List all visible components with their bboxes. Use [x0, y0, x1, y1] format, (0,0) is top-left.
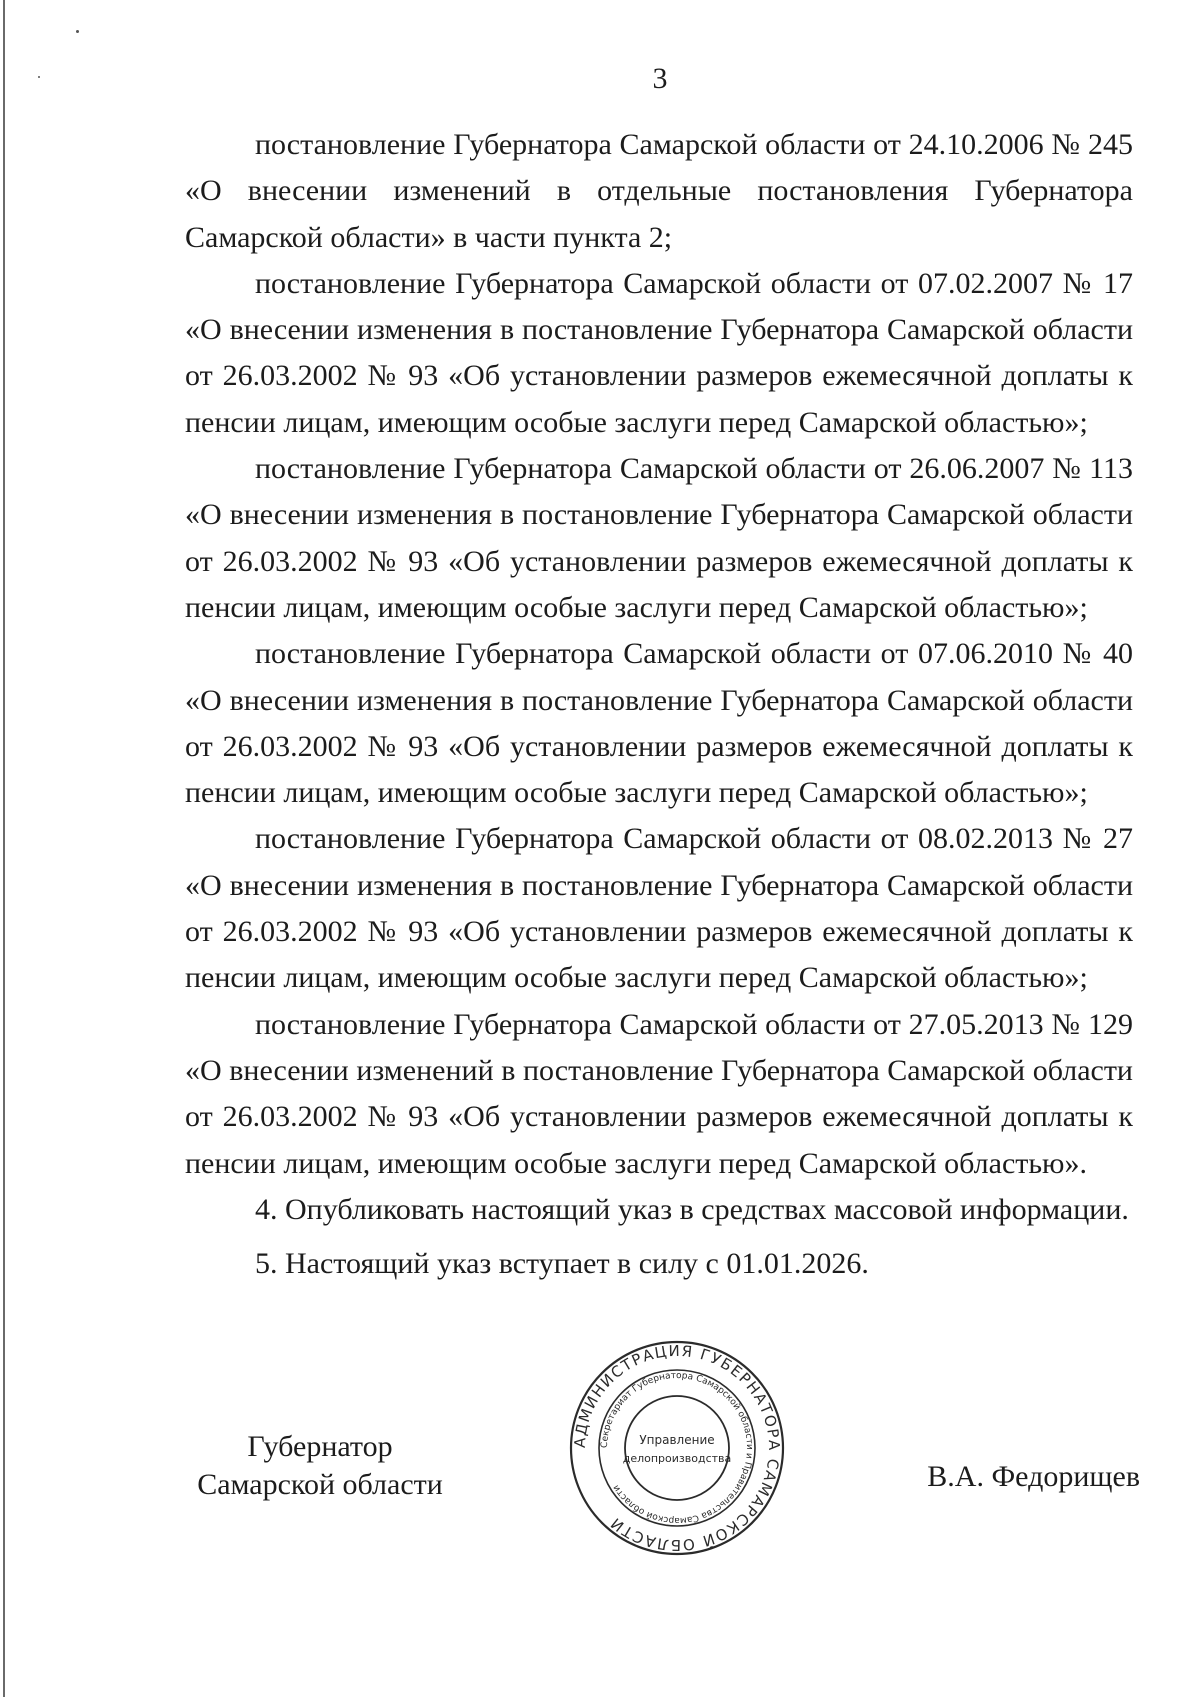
stamp-outer-text: АДМИНИСТРАЦИЯ ГУБЕРНАТОРА САМАРСКОЙ ОБЛАСТИ: [570, 1341, 784, 1555]
signatory-position-line1: Губернатор: [247, 1430, 393, 1463]
stamp-ring-text: Секретариат Губернатора Самарской области и Правительства Самарской области: [599, 1370, 755, 1526]
paragraph-item-4: 4. Опубликовать настоящий указ в средствах массовой информации.: [255, 1192, 1129, 1226]
paragraph-decree-2006: постановление Губернатора Самарской области от 24.10.2006 № 245 «О внесении изменений в отдельные постановления Губернатора Самарской области» в части пункта 2;: [185, 128, 1133, 254]
signatory-position: [190, 1428, 450, 1504]
scan-speck: [76, 30, 79, 33]
signatory-position-line2: Самарской области: [197, 1468, 443, 1501]
paragraph-decree-2013-129: постановление Губернатора Самарской области от 27.05.2013 № 129 «О внесении изменений в постановление Губернатора Самарской области от 26.03.2002 № 93 «Об установлении размеров ежемесячной доплаты к пенсии лицам, имеющим особые заслуги перед Самарской областью».: [185, 1007, 1133, 1180]
stamp-seal-icon: [567, 1338, 787, 1558]
official-stamp: [567, 1338, 787, 1558]
paragraph-item-5: 5. Настоящий указ вступает в силу с 01.01.2026.: [255, 1247, 869, 1281]
scan-edge-line: [3, 0, 5, 1697]
document-body: [185, 122, 1133, 1287]
signatory-name: В.А. Федорищев: [927, 1460, 1140, 1493]
page-number: 3: [652, 62, 668, 95]
paragraph-decree-2007-113: постановление Губернатора Самарской области от 26.06.2007 № 113 «О внесении изменения в постановление Губернатора Самарской области от 26.03.2002 № 93 «Об установлении размеров ежемесячной доплаты к пенсии лицам, имеющим особые заслуги перед Самарской областью»;: [185, 452, 1133, 624]
paragraph-decree-2013-27: постановление Губернатора Самарской области от 08.02.2013 № 27 «О внесении изменения в постановление Губернатора Самарской области от 26.03.2002 № 93 «Об установлении размеров ежемесячной доплаты к пенсии лицам, имеющим особые заслуги перед Самарской областью»;: [185, 822, 1133, 995]
stamp-center-line2: делопроизводства: [622, 1452, 732, 1465]
stamp-center-line1: Управление: [639, 1433, 715, 1447]
svg-text:Секретариат Губернатора Самарс: [600, 1371, 754, 1525]
paragraph-decree-2010: постановление Губернатора Самарской области от 07.06.2010 № 40 «О внесении изменения в постановление Губернатора Самарской области от 26.03.2002 № 93 «Об установлении размеров ежемесячной доплаты к пенсии лицам, имеющим особые заслуги перед Самарской областью»;: [185, 637, 1133, 810]
paragraph-decree-2007-17: постановление Губернатора Самарской области от 07.02.2007 № 17 «О внесении изменения в постановление Губернатора Самарской области от 26.03.2002 № 93 «Об установлении размеров ежемесячной доплаты к пенсии лицам, имеющим особые заслуги перед Самарской областью»;: [185, 266, 1133, 439]
